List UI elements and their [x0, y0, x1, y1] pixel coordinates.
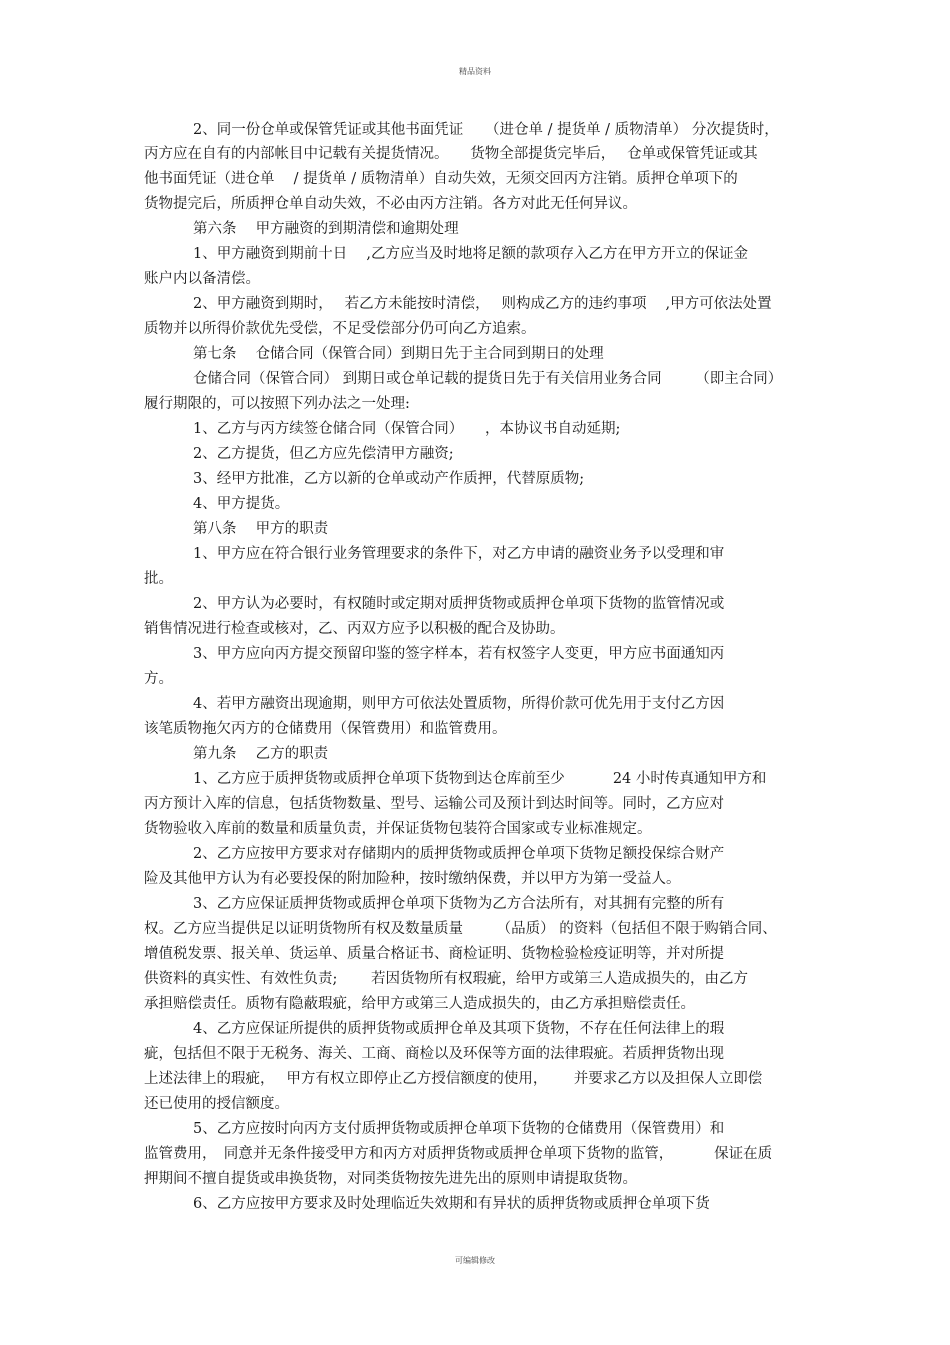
- text-line: 4、若甲方融资出现逾期，则甲方可依法处置质物，所得价款可优先用于支付乙方因: [193, 696, 725, 712]
- text-line: 1、乙方应于质押货物或质押仓单项下货物到达仓库前至少 24 小时传真通知甲方和: [193, 771, 767, 787]
- text-line: 销售情况进行检查或核对，乙、丙双方应予以积极的配合及协助。: [144, 621, 565, 637]
- text-line: 增值税发票、报关单、货运单、质量合格证书、商检证明、货物检验检疫证明等，并对所提: [144, 946, 724, 962]
- text-line: 险及其他甲方认为有必要投保的附加险种，按时缴纳保费，并以甲方为第一受益人。: [144, 871, 681, 887]
- text-line: 3、乙方应保证质押货物或质押仓单项下货物为乙方合法所有，对其拥有完整的所有: [193, 896, 725, 912]
- text-line: 货物提完后，所质押仓单自动失效，不必由丙方注销。各方对此无任何异议。: [144, 196, 637, 212]
- text-line: 丙方应在自有的内部帐目中记载有关提货情况。 货物全部提货完毕后， 仓单或保管凭证或其: [144, 146, 758, 162]
- text-line: 供资料的真实性、有效性负责; 若因货物所有权瑕疵，给甲方或第三人造成损失的，由乙方: [144, 971, 748, 987]
- text-line: 履行期限的，可以按照下列办法之一处理:: [144, 396, 410, 412]
- text-line: 货物验收入库前的数量和质量负责，并保证货物包装符合国家或专业标准规定。: [144, 821, 652, 837]
- text-line: 1、甲方应在符合银行业务管理要求的条件下，对乙方申请的融资业务予以受理和审: [193, 546, 725, 562]
- article-heading: 第九条 乙方的职责: [193, 746, 329, 762]
- text-line: 他书面凭证（进仓单 / 提货单 / 质物清单）自动失效，无须交回丙方注销。质押仓单项下的: [144, 171, 738, 187]
- article-heading: 第七条 仓储合同（保管合同）到期日先于主合同到期日的处理: [193, 346, 604, 362]
- text-line: 批。: [144, 571, 173, 587]
- page-header: 精品资料: [459, 67, 491, 76]
- text-line: 4、乙方应保证所提供的质押货物或质押仓单及其项下货物，不存在任何法律上的瑕: [193, 1021, 725, 1037]
- text-line: 账户内以备清偿。: [144, 271, 260, 287]
- text-line: 疵，包括但不限于无税务、海关、工商、商检以及环保等方面的法律瑕疵。若质押货物出现: [144, 1046, 724, 1062]
- text-line: 押期间不擅自提货或串换货物，对同类货物按先进先出的原则申请提取货物。: [144, 1171, 637, 1187]
- article-heading: 第八条 甲方的职责: [193, 521, 329, 537]
- text-line: 1、甲方融资到期前十日 ,乙方应当及时地将足额的款项存入乙方在甲方开立的保证金: [193, 246, 748, 262]
- text-line: 2、甲方认为必要时，有权随时或定期对质押货物或质押仓单项下货物的监管情况或: [193, 596, 725, 612]
- page-footer: 可编辑修改: [455, 1256, 495, 1265]
- text-line: 3、经甲方批准，乙方以新的仓单或动产作质押，代替原质物;: [193, 471, 585, 487]
- text-line: 2、乙方应按甲方要求对存储期内的质押货物或质押仓单项下货物足额投保综合财产: [193, 846, 725, 862]
- text-line: 该笔质物拖欠丙方的仓储费用（保管费用）和监管费用。: [144, 721, 507, 737]
- text-line: 4、甲方提货。: [193, 496, 290, 512]
- text-line: 2、甲方融资到期时， 若乙方未能按时清偿， 则构成乙方的违约事项 ,甲方可依法处置: [193, 296, 772, 312]
- text-line: 权。乙方应当提供足以证明货物所有权及数量质量 （品质） 的资料（包括但不限于购销合同、: [144, 921, 777, 937]
- text-line: 5、乙方应按时向丙方支付质押货物或质押仓单项下货物的仓储费用（保管费用）和: [193, 1121, 725, 1137]
- text-line: 仓储合同（保管合同） 到期日或仓单记载的提货日先于有关信用业务合同 （即主合同）: [193, 371, 783, 387]
- text-line: 2、乙方提货，但乙方应先偿清甲方融资;: [193, 446, 454, 462]
- text-line: 还已使用的授信额度。: [144, 1096, 289, 1112]
- text-line: 3、甲方应向丙方提交预留印鉴的签字样本，若有权签字人变更，甲方应书面通知丙: [193, 646, 725, 662]
- text-line: 6、乙方应按甲方要求及时处理临近失效期和有异状的质押货物或质押仓单项下货: [193, 1196, 710, 1212]
- text-line: 方。: [144, 671, 173, 687]
- text-line: 监管费用， 同意并无条件接受甲方和丙方对质押货物或质押仓单项下货物的监管， 保证在质: [144, 1146, 773, 1162]
- text-line: 丙方预计入库的信息，包括货物数量、型号、运输公司及预计到达时间等。同时，乙方应对: [144, 796, 724, 812]
- text-line: 质物并以所得价款优先受偿，不足受偿部分仍可向乙方追索。: [144, 321, 536, 337]
- text-line: 1、乙方与丙方续签仓储合同（保管合同） ，本协议书自动延期;: [193, 421, 621, 437]
- text-line: 上述法律上的瑕疵， 甲方有权立即停止乙方授信额度的使用， 并要求乙方以及担保人立即偿: [144, 1071, 763, 1087]
- text-line: 承担赔偿责任。质物有隐蔽瑕疵，给甲方或第三人造成损失的，由乙方承担赔偿责任。: [144, 996, 695, 1012]
- text-line: 2、同一份仓单或保管凭证或其他书面凭证 （进仓单 / 提货单 / 质物清单） 分次提货时，: [193, 122, 779, 138]
- article-heading: 第六条 甲方融资的到期清偿和逾期处理: [193, 221, 459, 237]
